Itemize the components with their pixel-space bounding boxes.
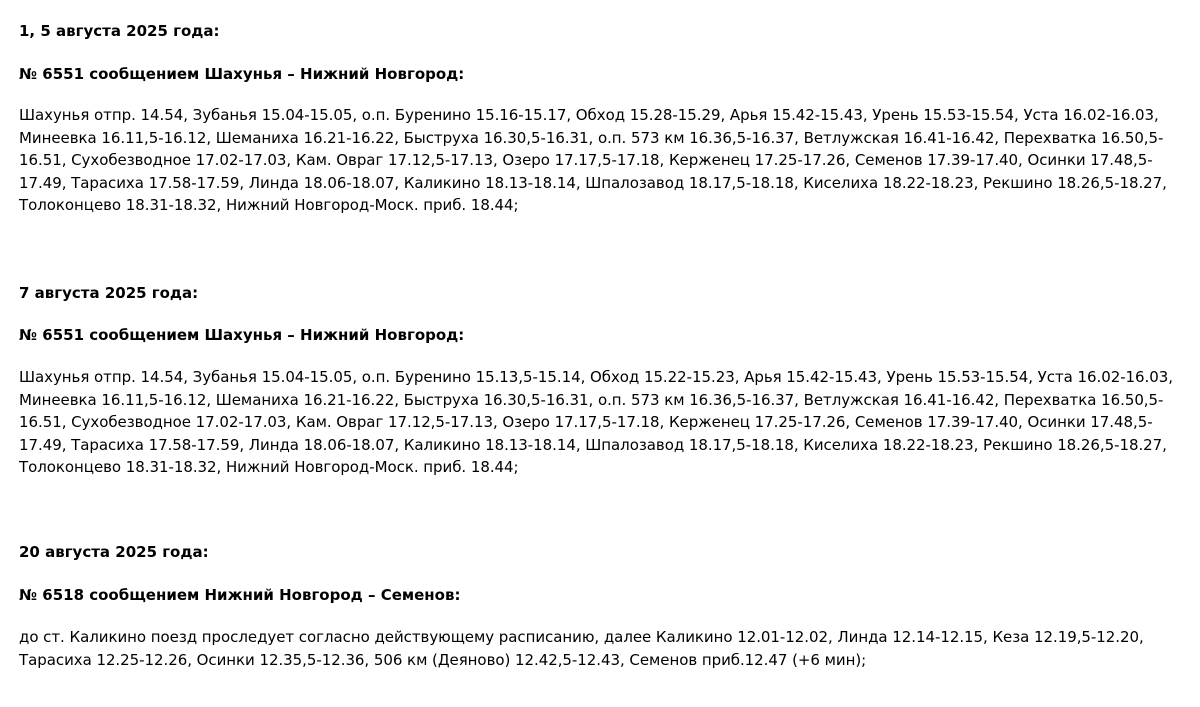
train-heading: № 6551 сообщением Шахунья – Нижний Новгород: <box>19 65 465 83</box>
schedule-text: до ст. Каликино поезд проследует согласно действующему расписанию, далее Каликино 12.01-12.02, Линда 12.14-12.15, Кеза 12.19,5-12.20, Тарасиха 12.25-12.26, Осинки 12.35,5-12.36, 506 км (Деяново) 12.42,5-12.43, Семенов приб.12.47 (+6 мин); <box>19 628 1144 669</box>
train-heading: № 6518 сообщением Нижний Новгород – Семенов: <box>19 586 461 604</box>
schedule-text: Шахунья отпр. 14.54, Зубанья 15.04-15.05, о.п. Буренино 15.13,5-15.14, Обход 15.22-15.23, Арья 15.42-15.43, Урень 15.53-15.54, Уста 16.02-16.03, Минеевка 16.11,5-16.12, Шеманиха 16.21-16.22, Быструха 16.30,5-16.31, о.п. 573 км 16.36,5-16.37, Ветлужская 16.41-16.42, Перехватка 16.50,5-16.51, Сухобезводное 17.02-17.03, Кам. Овраг 17.12,5-17.13, Озеро 17.17,5-17.18, Керженец 17.25-17.26, Семенов 17.39-17.40, Осинки 17.48,5-17.49, Тарасиха 17.58-17.59, Линда 18.06-18.07, Каликино 18.13-18.14, Шпалозавод 18.17,5-18.18, Киселиха 18.22-18.23, Рекшино 18.26,5-18.27, Толоконцево 18.31-18.32, Нижний Новгород-Моск. приб. 18.44; <box>19 368 1173 477</box>
date-heading: 7 августа 2025 года: <box>19 284 199 302</box>
schedule-text: Шахунья отпр. 14.54, Зубанья 15.04-15.05, о.п. Буренино 15.16-15.17, Обход 15.28-15.29, Арья 15.42-15.43, Урень 15.53-15.54, Уста 16.02-16.03, Минеевка 16.11,5-16.12, Шеманиха 16.21-16.22, Быструха 16.30,5-16.31, о.п. 573 км 16.36,5-16.37, Ветлужская 16.41-16.42, Перехватка 16.50,5-16.51, Сухобезводное 17.02-17.03, Кам. Овраг 17.12,5-17.13, Озеро 17.17,5-17.18, Керженец 17.25-17.26, Семенов 17.39-17.40, Осинки 17.48,5-17.49, Тарасиха 17.58-17.59, Линда 18.06-18.07, Каликино 18.13-18.14, Шпалозавод 18.17,5-18.18, Киселиха 18.22-18.23, Рекшино 18.26,5-18.27, Толоконцево 18.31-18.32, Нижний Новгород-Моск. приб. 18.44; <box>19 106 1167 215</box>
date-heading: 1, 5 августа 2025 года: <box>19 22 220 40</box>
date-heading: 20 августа 2025 года: <box>19 543 209 561</box>
train-heading: № 6551 сообщением Шахунья – Нижний Новгород: <box>19 326 465 344</box>
